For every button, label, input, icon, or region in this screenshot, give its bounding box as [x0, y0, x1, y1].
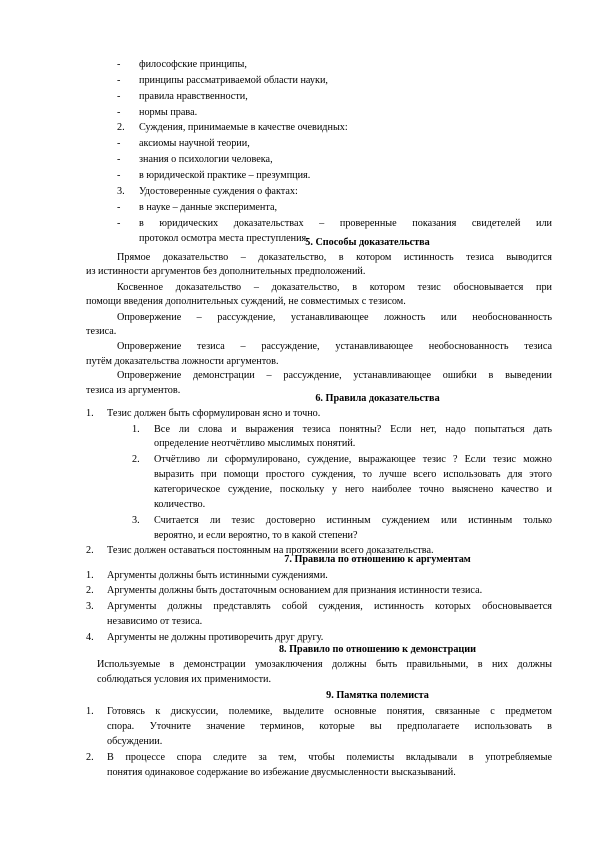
- section-8-title: 8. Правило по отношению к демонстрации: [278, 644, 477, 655]
- paragraph: Опровержение – рассуждение, устанавливающее ложность или необоснованность: [117, 312, 552, 323]
- list-item: Тезис должен оставаться постоянным на протяжении всего доказательства.: [107, 545, 434, 556]
- list-number: 4.: [86, 632, 94, 643]
- list-item: Аргументы должны представлять собой суждения, истинность которых обосновывается: [107, 601, 552, 612]
- list-item: в юридической практике – презумпция.: [139, 170, 311, 181]
- section-5-title: 5. Способы доказательства: [305, 237, 430, 248]
- section-6-title: 6. Правила доказательства: [315, 393, 440, 404]
- dash: -: [117, 91, 121, 102]
- dash: -: [117, 107, 121, 118]
- sublist-number: 2.: [132, 454, 140, 465]
- sublist-item: Считается ли тезис достоверно истинным суждением или истинным только: [154, 515, 552, 526]
- paragraph-continued: соблюдаться условия их применимости.: [97, 674, 272, 685]
- list-heading: Суждения, принимаемые в качестве очевидных:: [139, 122, 348, 133]
- dash: -: [117, 59, 121, 70]
- list-item: в юридических доказательствах – проверенные показания свидетелей или: [139, 218, 552, 229]
- list-item: Тезис должен быть сформулирован ясно и точно.: [107, 408, 321, 419]
- sublist-number: 1.: [132, 424, 140, 435]
- paragraph-continued: помощи введения дополнительных суждений, не совместимых с тезисом.: [86, 296, 406, 307]
- dash: -: [117, 138, 121, 149]
- list-item: философские принципы,: [139, 59, 247, 70]
- list-number: 1.: [86, 570, 94, 581]
- list-number: 2.: [86, 585, 94, 596]
- list-number: 2.: [86, 752, 94, 763]
- sublist-number: 3.: [132, 515, 140, 526]
- sublist-item: Отчётливо ли сформулировано, суждение, выражающее тезис ? Если тезис можно: [154, 454, 552, 465]
- dash: -: [117, 202, 121, 213]
- sublist-item-continued: количество.: [154, 499, 206, 510]
- section-9-title: 9. Памятка полемиста: [326, 690, 429, 701]
- list-number: 1.: [86, 706, 94, 717]
- list-item: принципы рассматриваемой области науки,: [139, 75, 328, 86]
- list-item: правила нравственности,: [139, 91, 248, 102]
- list-item: Аргументы должны быть достаточным основанием для признания истинности тезиса.: [107, 585, 483, 596]
- list-item: аксиомы научной теории,: [139, 138, 250, 149]
- list-item-continued: протокол осмотра места преступления.: [139, 233, 309, 244]
- list-item-continued: понятия одинаковое содержание во избежание двусмысленности высказываний.: [107, 767, 456, 778]
- paragraph-continued: тезиса.: [86, 326, 117, 337]
- list-number: 1.: [86, 408, 94, 419]
- list-item-continued: обсуждении.: [107, 736, 163, 747]
- sublist-item: Все ли слова и выражения тезиса понятны? Если нет, надо попытаться дать: [154, 424, 552, 435]
- list-item: Аргументы не должны противоречить друг другу.: [107, 632, 324, 643]
- section-7-title: 7. Правила по отношению к аргументам: [284, 554, 471, 565]
- list-number: 2.: [86, 545, 94, 556]
- list-item: Готовясь к дискуссии, полемике, выделите основные понятия, связанные с предметом: [107, 706, 552, 717]
- dash: -: [117, 75, 121, 86]
- list-item-continued: спора. Уточните значение терминов, которые вы предполагаете использовать в: [107, 721, 552, 732]
- list-item: нормы права.: [139, 107, 198, 118]
- paragraph: Опровержение тезиса – рассуждение, устанавливающее необоснованность тезиса: [117, 341, 552, 352]
- sublist-item-continued: вероятно, и если вероятно, то в какой степени?: [154, 530, 358, 541]
- paragraph: Косвенное доказательство – доказательство, в котором тезис обосновывается при: [117, 282, 552, 293]
- sublist-item-continued: определение неотчётливо мыслимых понятий.: [154, 438, 356, 449]
- list-item: Аргументы должны быть истинными суждениями.: [107, 570, 328, 581]
- list-heading: Удостоверенные суждения о фактах:: [139, 186, 298, 197]
- paragraph-continued: путём доказательства ложности аргументов.: [86, 356, 279, 367]
- dash: -: [117, 154, 121, 165]
- list-item: В процессе спора следите за тем, чтобы полемисты вкладывали в употребляемые: [107, 752, 552, 763]
- list-number: 2.: [117, 122, 125, 133]
- list-item: в науке – данные эксперимента,: [139, 202, 278, 213]
- dash: -: [117, 170, 121, 181]
- paragraph: Используемые в демонстрации умозаключения должны быть правильными, в них должны: [97, 659, 552, 670]
- paragraph: Прямое доказательство – доказательство, в котором истинность тезиса выводится: [117, 252, 552, 263]
- list-number: 3.: [117, 186, 125, 197]
- paragraph: Опровержение демонстрации – рассуждение, устанавливающее ошибки в выведении: [117, 370, 552, 381]
- dash: -: [117, 218, 121, 229]
- list-item-continued: независимо от тезиса.: [107, 616, 203, 627]
- paragraph-continued: из истинности аргументов без дополнительных предположений.: [86, 266, 366, 277]
- list-item: знания о психологии человека,: [139, 154, 273, 165]
- sublist-item-continued: категорическое суждение, поскольку у него наиболее точно выяснено качество и: [154, 484, 552, 495]
- list-number: 3.: [86, 601, 94, 612]
- sublist-item-continued: выразить при помощи простого суждения, то лучше всего использовать для этого: [154, 469, 552, 480]
- paragraph-continued: тезиса из аргументов.: [86, 385, 181, 396]
